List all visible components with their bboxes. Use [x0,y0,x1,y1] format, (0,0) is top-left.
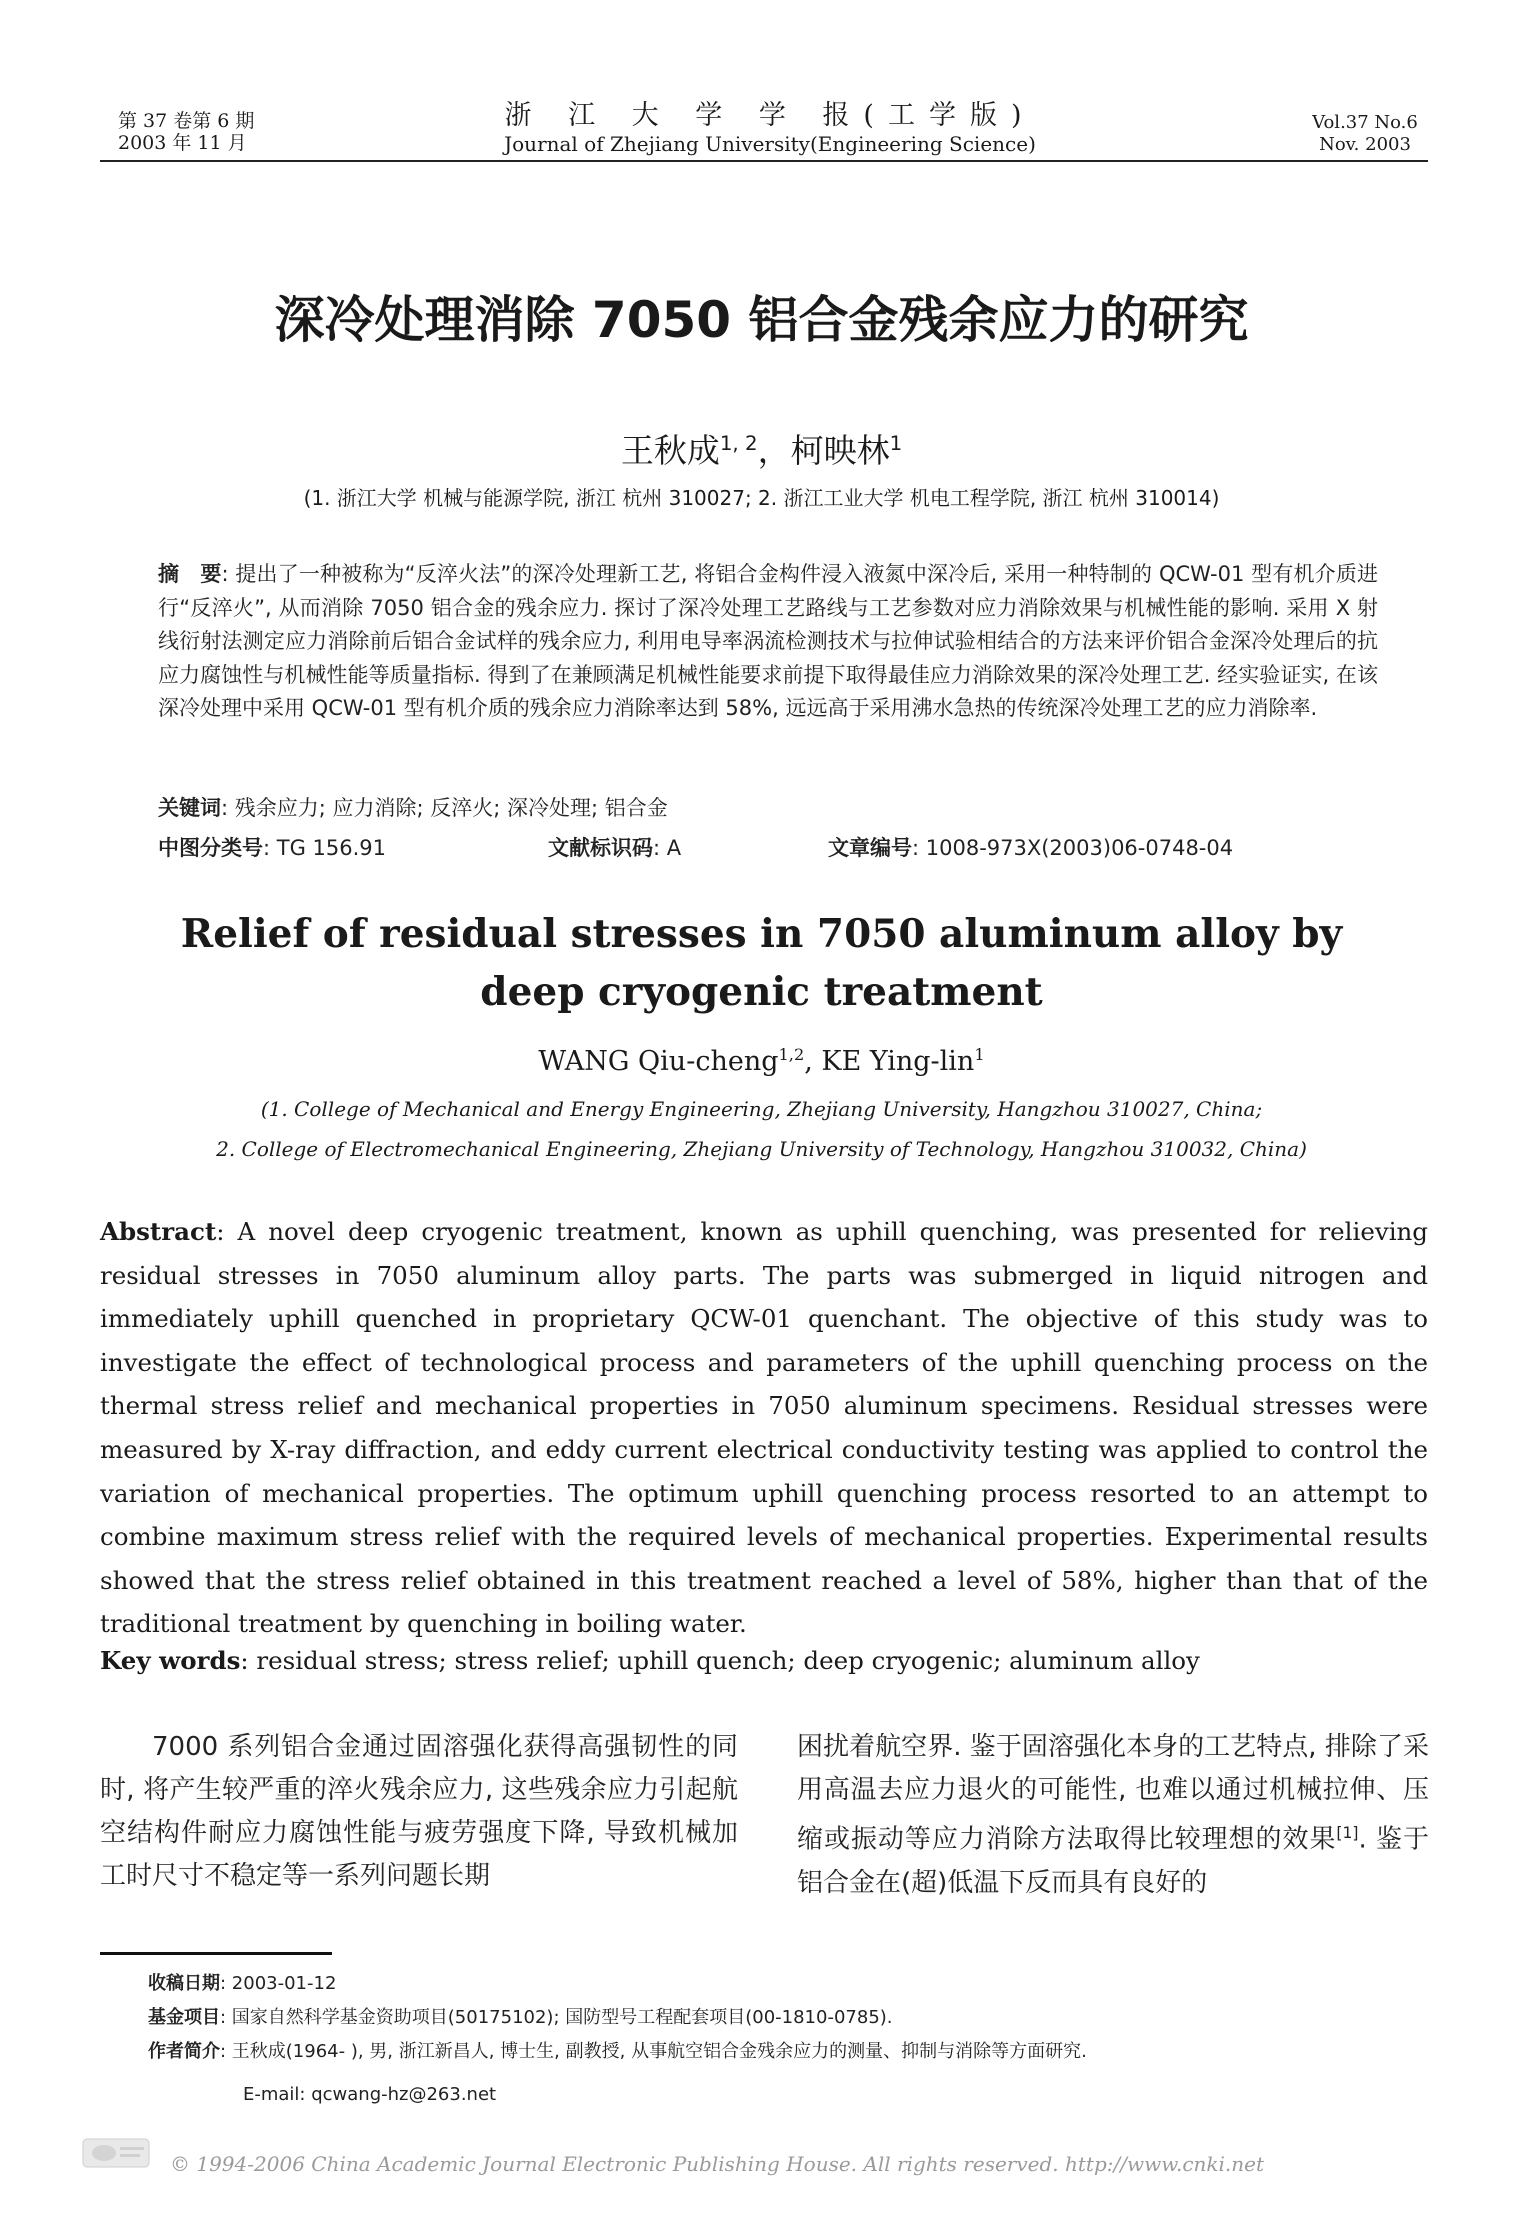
affiliation-en-1: (1. College of Mechanical and Energy Engineering, Zhejiang University, Hangzhou 310027, China; [260,1097,1263,1121]
authors-en [0,1045,1523,1077]
journal-name-en: Journal of Zhejiang University(Engineering Science) [504,132,1036,156]
abstract-en-label: Abstract [100,1217,217,1246]
doc-code-value: : A [653,836,682,860]
publisher-logo-icon [82,2135,152,2171]
title-en-line: Relief of residual stresses in 7050 aluminum alloy by [180,911,1343,957]
affiliation-cn: (1. 浙江大学 机械与能源学院, 浙江 杭州 310027; 2. 浙江工业大学 机电工程学院, 浙江 杭州 310014) [303,486,1220,510]
keywords-cn [158,793,1378,823]
author-bio-value: : 王秋成(1964- ), 男, 浙江新昌人, 博士生, 副教授, 从事航空铝合金残余应力的测量、抑制与消除等方面研究. [220,2041,1087,2062]
footnote-email: E-mail: qcwang-hz@263.net [243,2084,497,2105]
article-number-label: 文章编号 [828,836,912,860]
footnote-received [148,1972,336,1996]
title-en-line: deep cryogenic treatment [480,969,1043,1015]
article-number [828,833,1233,863]
author-name: WANG Qiu-cheng [538,1046,779,1077]
keywords-en-label: Key words [100,1646,241,1675]
keywords-en [100,1643,1428,1679]
body-text: 困扰着航空界. 鉴于固溶强化本身的工艺特点, 排除了采用高温去应力退火的可能性, 也难以通过机械拉伸、压缩或振动等应力消除方法取得比较理想的效果 [797,1732,1429,1855]
keywords-cn-label: 关键词 [158,796,221,820]
abstract-cn [158,558,1378,726]
paper-title-cn: 深冷处理消除 7050 铝合金残余应力的研究 [274,291,1249,349]
date-en: Nov. 2003 [1319,134,1411,155]
clc-value: : TG 156.91 [263,836,387,860]
author-separator: ， [757,431,791,470]
fund-value: : 国家自然科学基金资助项目(50175102); 国防型号工程配套项目(00-1810-0785). [220,2007,893,2028]
copyright-footer: © 1994-2006 China Academic Journal Electronic Publishing House. All rights reserved. http://www.cnki.net [170,2152,1265,2176]
citation-ref[interactable]: [1] [1336,1824,1359,1842]
author-name: KE Ying-lin [821,1046,975,1077]
running-header-right [1300,112,1430,156]
document-code [548,833,681,863]
keywords-cn-text: : 残余应力; 应力消除; 反淬火; 深冷处理; 铝合金 [221,796,668,820]
abstract-cn-label: 摘 要 [158,562,222,586]
abstract-en [100,1210,1428,1646]
authors-cn [0,425,1523,472]
body-column-right [797,1726,1429,1905]
clc-label: 中图分类号 [158,836,263,860]
author-affil-sup: 1 [974,1045,985,1064]
affiliation-en-2: 2. College of Electromechanical Engineering, Zhejiang University of Technology, Hangzhou 310032, China) [216,1137,1307,1161]
running-header-left [118,110,254,154]
footnote-fund [148,2006,893,2030]
abstract-en-text: : A novel deep cryogenic treatment, known as uphill quenching, was presented for relieving residual stresses in 7050 aluminum alloy parts. The parts was submerged in liquid nitrogen and immediately uphill quenched in proprietary QCW-01 quenchant. The objective of this study was to investigate the effect of technological process and parameters of the uphill quenching process on the thermal stress relief and mechanical properties in 7050 aluminum specimens. Residual stresses were measured by X-ray diffraction, and eddy current electrical conductivity testing was applied to control the variation of mechanical properties. The optimum uphill quenching process resorted to an attempt to combine maximum stress relief with the required levels of mechanical properties. Experimental results showed that the stress relief obtained in this treatment reached a level of 58%, higher than that of the traditional treatment by quenching in boiling water. [100,1217,1428,1639]
received-value: : 2003-01-12 [220,1973,337,1994]
clc-number [158,833,386,863]
fund-label: 基金项目 [148,2007,220,2028]
paper-title-en [0,905,1523,1021]
footnote-author [148,2040,1087,2064]
received-label: 收稿日期 [148,1973,220,1994]
journal-name-cn: 浙 江 大 学 学 报(工学版) [504,100,1036,131]
author-separator: , [804,1046,822,1077]
volume-issue-en: Vol.37 No.6 [1312,112,1418,133]
author-affil-sup: 1,2 [778,1045,805,1064]
author-affil-sup: 1 [889,432,903,455]
running-header-center [430,100,1110,156]
doc-code-label: 文献标识码 [548,836,653,860]
author-name: 王秋成 [620,431,720,470]
header-rule [100,160,1428,162]
classification-row [158,833,1378,863]
date-cn: 2003 年 11 月 [118,132,247,154]
article-number-value: : 1008-973X(2003)06-0748-04 [912,836,1234,860]
abstract-cn-text: : 提出了一种被称为“反淬火法”的深冷处理新工艺, 将铝合金构件浸入液氮中深冷后, 采用一种特制的 QCW-01 型有机介质进行“反淬火”, 从而消除 7050 铝合金的残余应力. 探讨了深冷处理工艺路线与工艺参数对应力消除效果与机械性能的影响. 采用 X 射线衍射法测定应力消除前后铝合金试样的残余应力, 利用电导率涡流检测技术与拉伸试验相结合的方法来评价铝合金深冷处理后的抗应力腐蚀性与机械性能等质量指标. 得到了在兼顾满足机械性能要求前提下取得最佳应力消除效果的深冷处理工艺. 经实验证实, 在该深冷处理中采用 QCW-01 型有机介质的残余应力消除率达到 58%, 远远高于采用沸水急热的传统深冷处理工艺的应力消除率. [158,562,1378,720]
author-affil-sup: 1, 2 [719,432,758,455]
body-text: . 鉴于铝合金在(超)低温下反而具有良好的 [797,1824,1429,1898]
body-column-left: 7000 系列铝合金通过固溶强化获得高强韧性的同时, 将产生较严重的淬火残余应力, 这些残余应力引起航空结构件耐应力腐蚀性能与疲劳强度下降, 导致机械加工时尺寸不稳定等一系列问题长期 [100,1732,738,1891]
author-bio-label: 作者简介 [148,2041,220,2062]
keywords-en-text: : residual stress; stress relief; uphill quench; deep cryogenic; aluminum alloy [240,1646,1200,1675]
footnote-rule [100,1952,332,1955]
author-name: 柯映林 [790,431,890,470]
volume-issue-cn: 第 37 卷第 6 期 [118,110,255,132]
